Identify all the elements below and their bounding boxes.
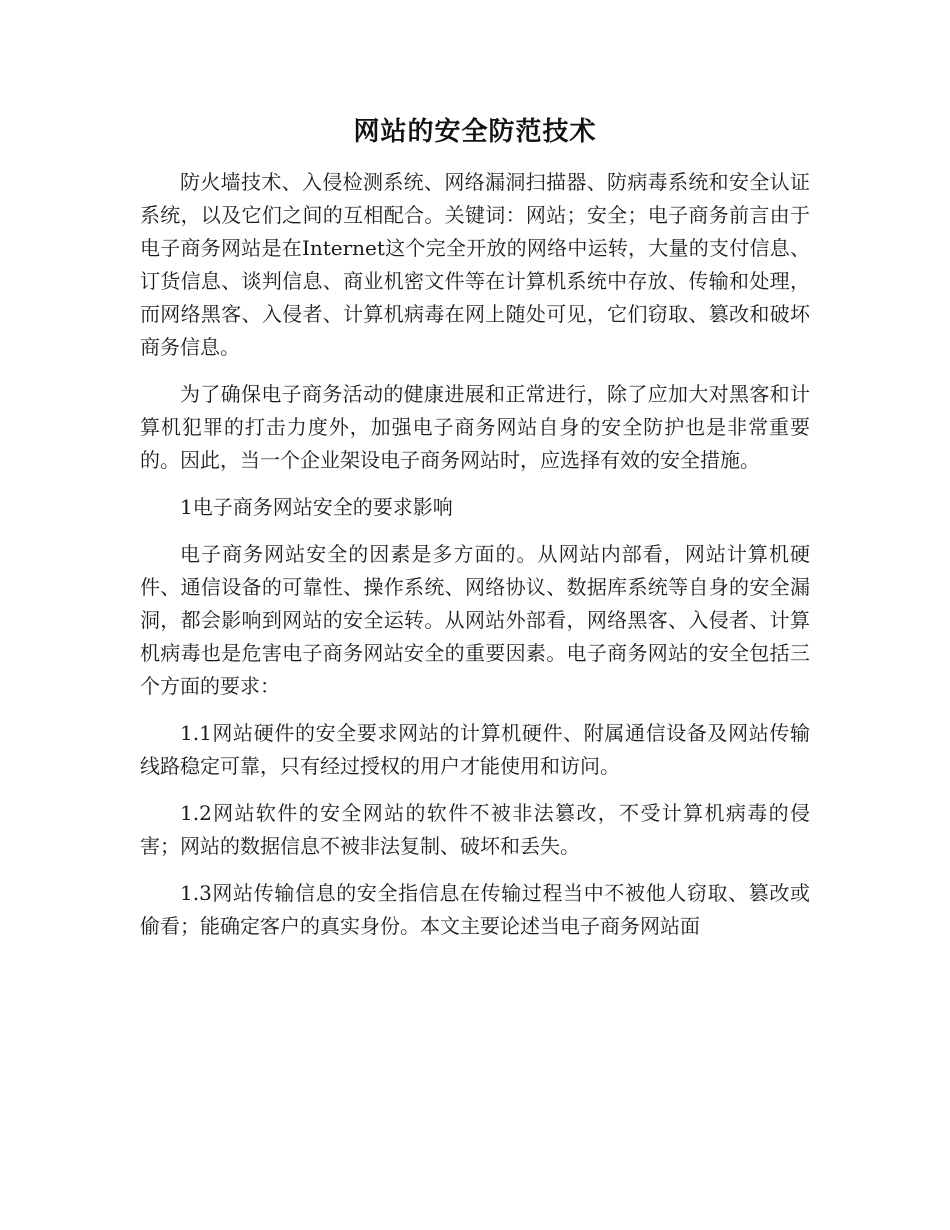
document-title: 网站的安全防范技术 [353, 117, 597, 147]
paragraph-1-2-software: 1.2网站软件的安全网站的软件不被非法篡改，不受计算机病毒的侵害；网站的数据信息不被非法复制、破坏和丢失。 [140, 801, 810, 858]
paragraph-security-measures: 为了确保电子商务活动的健康进展和正常进行，除了应加大对黑客和计算机犯罪的打击力度外，加强电子商务网站自身的安全防护也是非常重要的。因此，当一个企业架设电子商务网站时，应选择有效的安全措施。 [140, 382, 810, 472]
document-body [140, 166, 810, 957]
paragraph-1-3-transmission: 1.3网站传输信息的安全指信息在传输过程当中不被他人窃取、篡改或偷看；能确定客户的真实身份。本文主要论述当电子商务网站面 [140, 881, 810, 938]
paragraph-intro: 防火墙技术、入侵检测系统、网络漏洞扫描器、防病毒系统和安全认证系统，以及它们之间的互相配合。关键词：网站；安全；电子商务前言由于电子商务网站是在Internet这个完全开放的网络中运转，大量的支付信息、订货信息、谈判信息、商业机密文件等在计算机系统中存放、传输和处理，而网络黑客、入侵者、计算机病毒在网上随处可见，它们窃取、篡改和破坏商务信息。 [140, 170, 810, 359]
section-heading-1: 1电子商务网站安全的要求影响 [180, 495, 453, 519]
paragraph-security-factors: 电子商务网站安全的因素是多方面的。从网站内部看，网站计算机硬件、通信设备的可靠性、操作系统、网络协议、数据库系统等自身的安全漏洞，都会影响到网站的安全运转。从网站外部看，网络黑客、入侵者、计算机病毒也是危害电子商务网站安全的重要因素。电子商务网站的安全包括三个方面的要求： [140, 542, 810, 698]
paragraph-1-1-hardware: 1.1网站硬件的安全要求网站的计算机硬件、附属通信设备及网站传输线路稳定可靠，只有经过授权的用户才能使用和访问。 [140, 721, 810, 778]
